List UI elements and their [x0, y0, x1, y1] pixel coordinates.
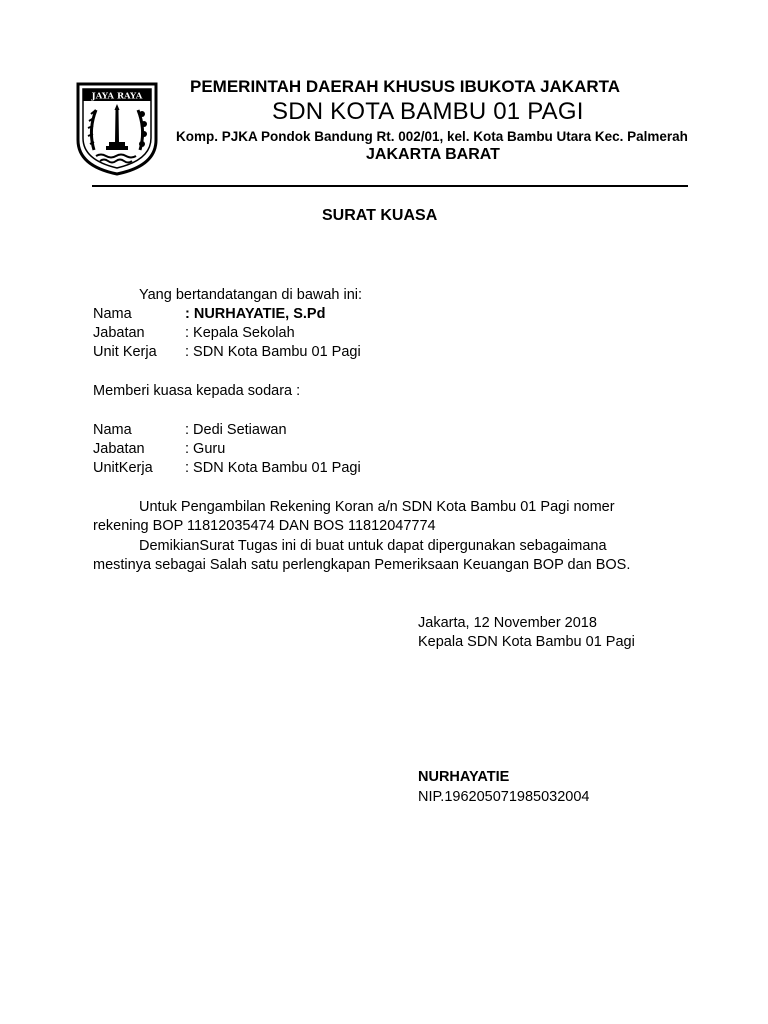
body-paragraph-1-line-1: Untuk Pengambilan Rekening Koran a/n SDN Kota Bambu 01 Pagi nomer: [139, 499, 615, 515]
body-paragraph-2-line-1: DemikianSurat Tugas ini di buat untuk dapat dipergunakan sebagaimana: [139, 538, 607, 554]
grantee-name-value: : Dedi Setiawan: [185, 422, 287, 438]
grantee-position-label: Jabatan: [93, 441, 145, 457]
letterhead-school-name: SDN KOTA BAMBU 01 PAGI: [272, 98, 584, 125]
signature-name: NURHAYATIE: [418, 769, 510, 785]
signature-role: Kepala SDN Kota Bambu 01 Pagi: [418, 634, 635, 650]
grantor-name-label: Nama: [93, 306, 132, 322]
jakarta-emblem-logo: [74, 80, 160, 176]
grantor-unit-value: : SDN Kota Bambu 01 Pagi: [185, 344, 361, 360]
grantee-unit-value: : SDN Kota Bambu 01 Pagi: [185, 460, 361, 476]
body-paragraph-2-line-2: mestinya sebagai Salah satu perlengkapan Pemeriksaan Keuangan BOP dan BOS.: [93, 557, 631, 573]
give-power-text: Memberi kuasa kepada sodara :: [93, 383, 301, 399]
document-title: SURAT KUASA: [322, 207, 438, 224]
grantee-unit-label: UnitKerja: [93, 460, 153, 476]
logo-banner-text: JAYA RAYA: [91, 91, 143, 102]
letterhead-address: Komp. PJKA Pondok Bandung Rt. 002/01, kel. Kota Bambu Utara Kec. Palmerah: [176, 129, 688, 144]
signature-place-date: Jakarta, 12 November 2018: [418, 615, 597, 631]
letterhead-government-line: PEMERINTAH DAERAH KHUSUS IBUKOTA JAKARTA: [190, 77, 621, 96]
grantor-name-value: : NURHAYATIE, S.Pd: [185, 306, 326, 322]
grantor-position-value: : Kepala Sekolah: [185, 325, 295, 341]
letterhead-divider: [92, 185, 688, 187]
grantor-unit-label: Unit Kerja: [93, 344, 157, 360]
grantor-position-label: Jabatan: [93, 325, 145, 341]
grantee-position-value: : Guru: [185, 441, 226, 457]
signature-nip: NIP.196205071985032004: [418, 789, 590, 805]
intro-text: Yang bertandatangan di bawah ini:: [139, 287, 363, 303]
grantee-name-label: Nama: [93, 422, 132, 438]
letterhead-city: JAKARTA BARAT: [366, 146, 500, 163]
body-paragraph-1-line-2: rekening BOP 11812035474 DAN BOS 11812047774: [93, 518, 436, 534]
